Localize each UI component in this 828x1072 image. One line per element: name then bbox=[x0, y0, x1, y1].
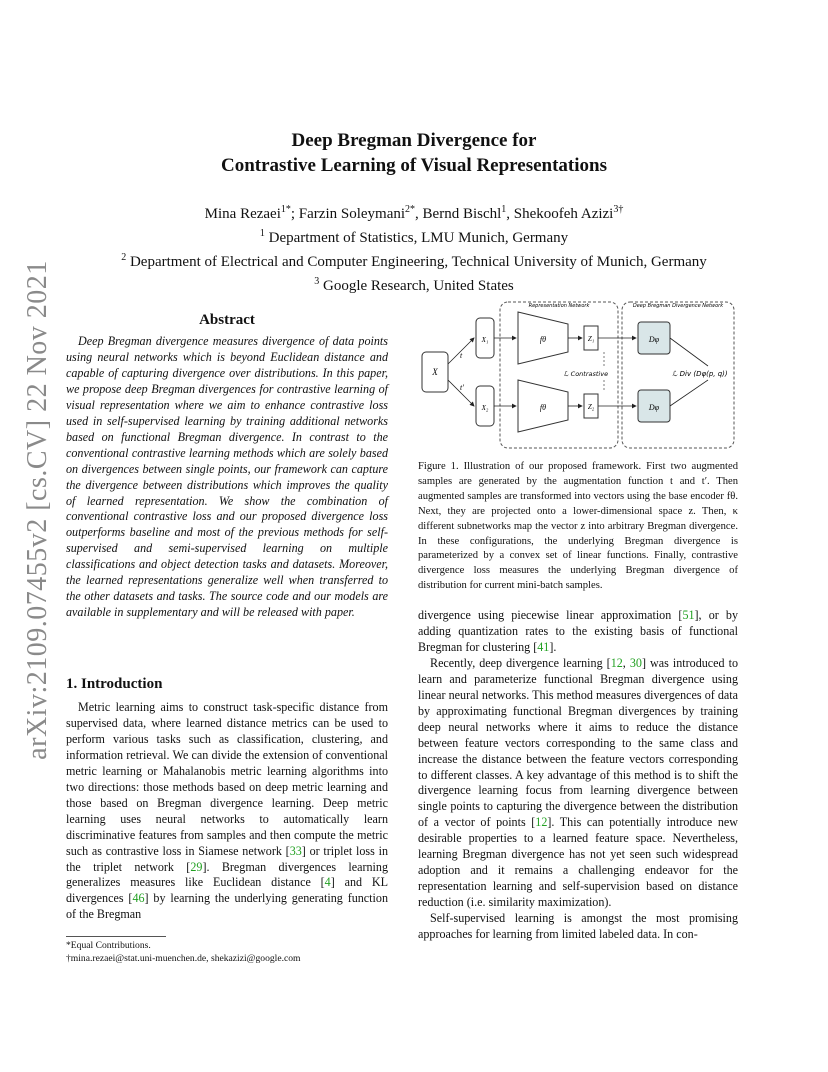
divergence-net-top-label: Dφ bbox=[648, 335, 660, 344]
input-x-label: X bbox=[432, 367, 438, 377]
augmented-x2-label: X₂ bbox=[481, 404, 489, 412]
projection-z1-label: Z₁ bbox=[587, 335, 595, 343]
affiliation-1: $^1$ Department of Statistics, LMU Munich, Germany bbox=[259, 228, 569, 246]
augmentation-t-label: t bbox=[460, 351, 463, 360]
footnotes bbox=[66, 940, 388, 965]
citation-link[interactable]: 46 bbox=[132, 891, 145, 906]
citation-link[interactable]: 12 bbox=[535, 815, 548, 830]
framework-diagram bbox=[418, 294, 740, 454]
affiliation-3: $^3$ Google Research, United States bbox=[314, 276, 514, 294]
affiliation-2: $^2$ Department of Electrical and Computer Engineering, Technical University of Munich, Germany bbox=[121, 252, 707, 270]
divergence-net-bottom-label: Dφ bbox=[648, 403, 660, 412]
title-line-1: Deep Bregman Divergence for bbox=[291, 130, 537, 151]
arxiv-identifier-text: arXiv:2109.07455v2 [cs.CV] 22 Nov 2021 bbox=[22, 260, 53, 760]
author-list: Mina Rezaei$^{1*}$; Farzin Soleymani$^{2*}$, Bernd Bischl$^1$, Shekoofeh Azizi$^{3\dagger}$ bbox=[204, 204, 624, 222]
abstract-heading: Abstract bbox=[199, 312, 255, 328]
intro-heading: 1. Introduction bbox=[66, 676, 163, 692]
figure-caption: Figure 1. Illustration of our proposed framework. First two augmented samples are generated by the augmentation function t and t′. Then augmented samples are transformed into vectors using the base encoder fθ. Next, they are projected onto a lower-dimensional space z. Then, κ different subnetworks map the vector z into arbitrary Bregman divergence. In these configurations, the underlying Bregman divergence is parameterized by a convex set of linear functions. Finally, contrastive divergence loss measures the underlying Bregman divergence of distribution for current mini-batch samples. bbox=[418, 461, 738, 592]
footnote-2: †mina.rezaei@stat.uni-muenchen.de, shekazizi@google.com bbox=[66, 952, 301, 964]
representation-network-label: Representation Network bbox=[528, 303, 590, 309]
citation-link[interactable]: 51 bbox=[682, 608, 695, 622]
paragraph: Self-supervised learning is amongst the most promising approaches for learning from limited labeled data. In con- bbox=[418, 911, 738, 942]
paper-title bbox=[0, 128, 828, 178]
paragraph: Recently, deep divergence learning [12, 30] was introduced to learn and parameterize functional Bregman divergence using linear neural networks. This method measures divergences of data by approximating functional Bregman divergences by training deep neural networks where it aims to reduce the distance between feature vectors corresponding to the same class and increase the distance between the feature vectors corresponding to different classes. A key advantage of this method is to shift the divergence learning focus from learning divergence between single points to capturing the divergence between the distribution of a vector of points [12]. This can potentially introduce new desirable properties to a learned feature space. Nevertheless, learning Bregman divergence has not yet seen such widespread adoption and it remains a challenging endeavor for the representation learning and self-supervision based on distance reduction (i.e. similarity maximization). bbox=[418, 655, 739, 910]
author-block bbox=[0, 200, 828, 296]
abstract-text: Deep Bregman divergence measures divergence of data points using neural networks which is beyond Euclidean distance and capable of capturing divergence over distributions. In this paper, we propose deep Bregman divergences for contrastive learning of visual representation where we aim to enhance contrastive loss used in self-supervised learning by training additional networks based on functional Bregman divergence. In contrast to the conventional contrastive learning methods which are solely based on divergences between single points, our framework can capture the divergence between distributions which improves the quality of learned representation. We show the combination of conventional contrastive loss and our proposed divergence loss outperforms baseline and most of the previous methods for self-supervised and semi-supervised learning on multiple classifications and object detection tasks and datasets. Moreover, the learned representations generalize well when transferred to the other datasets and tasks. The source code and our models are available in supplementary and will be released with paper. bbox=[66, 334, 388, 620]
arxiv-identifier bbox=[8, 250, 68, 770]
augmentation-t-prime-label: t′ bbox=[460, 383, 464, 392]
intro-paragraph: Metric learning aims to construct task-specific distance from supervised data, where learned distance metrics can be used to perform various tasks such as classification, clustering, and information retrieval. We can divide the extension of conventional metric learning or Mahalanobis metric learning algorithms into two directions: those methods based on deep metric learning and those based on Bregman divergence learning. Deep metric learning uses neural networks to automatically learn discriminative features from samples and then compute the metric such as contrastive loss in Siamese network [33] or triplet loss in the triplet network [29]. Bregman divergences learning generalizes measures like Euclidean distance [4] and KL divergences [46] by learning the underlying generating function of the Bregman bbox=[66, 700, 388, 922]
divergence-loss-label: ℒ Div (Dφ(p, q)) bbox=[672, 370, 728, 378]
footnote-1: *Equal Contributions. bbox=[66, 940, 151, 951]
citation-link[interactable]: 33 bbox=[289, 843, 302, 858]
citation-link[interactable]: 29 bbox=[190, 859, 203, 874]
citation-link[interactable]: 4 bbox=[324, 875, 331, 890]
encoder-bottom-label: fθ bbox=[539, 403, 547, 412]
citation-link[interactable]: 12 bbox=[610, 655, 623, 670]
right-column-text bbox=[418, 608, 738, 943]
framework-figure bbox=[418, 294, 740, 454]
projection-z2-label: Z₂ bbox=[587, 403, 595, 411]
citation-link[interactable]: 30 bbox=[629, 655, 642, 670]
divergence-network-label: Deep Bregman Divergence Network bbox=[632, 303, 724, 309]
paragraph: divergence using piecewise linear approximation [51], or by adding quantization rates to the existing basis of functional Bregman for clustering [41]. bbox=[418, 608, 739, 654]
footnote-rule bbox=[66, 936, 166, 937]
citation-link[interactable]: 41 bbox=[537, 639, 550, 654]
contrastive-loss-label: ℒ Contrastive bbox=[563, 370, 609, 378]
augmented-x1-label: X₁ bbox=[481, 336, 489, 344]
title-line-2: Contrastive Learning of Visual Representations bbox=[221, 155, 607, 176]
encoder-top-label: fθ bbox=[539, 335, 547, 344]
